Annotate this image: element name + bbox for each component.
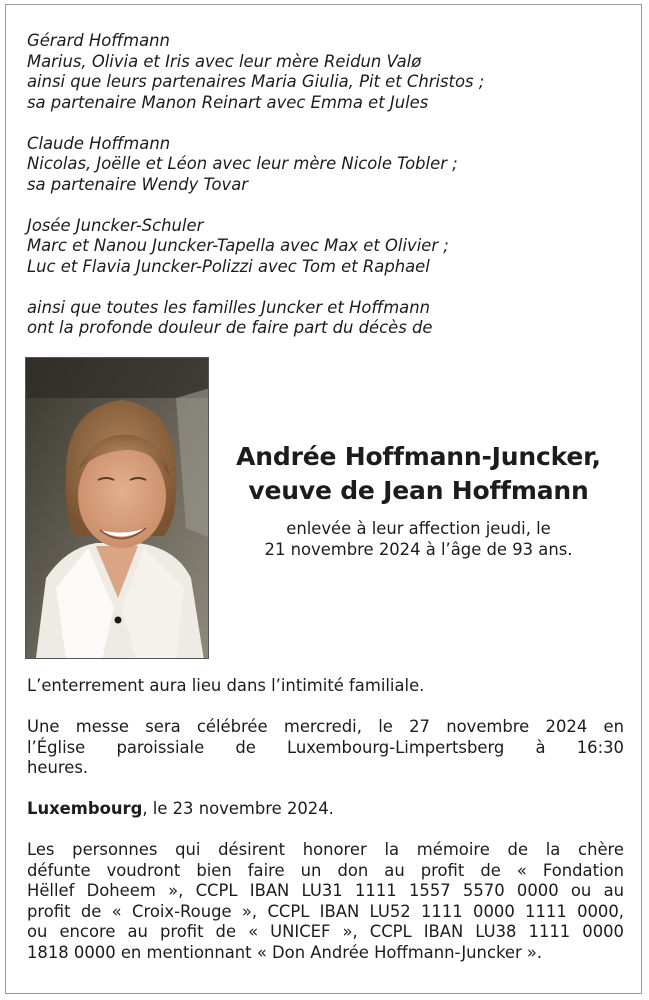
portrait-image bbox=[26, 358, 209, 659]
family-line: Nicolas, Joëlle et Léon avec leur mère Nicole Tobler ; bbox=[27, 154, 458, 173]
donation-line: ou encore au profit de « UNICEF », CCPL IBAN LU38 1111 0000 bbox=[27, 922, 624, 941]
family-group-hoffmann-gerard bbox=[27, 31, 627, 113]
mass-line: l’Église paroissiale de Luxembourg-Limpertsberg à 16:30 bbox=[27, 737, 624, 757]
family-list bbox=[27, 31, 627, 359]
notice-body bbox=[27, 676, 624, 984]
family-line: Claude Hoffmann bbox=[27, 133, 171, 153]
family-group-announcement bbox=[27, 298, 627, 339]
mass-paragraph bbox=[27, 717, 624, 779]
family-group-hoffmann-claude bbox=[27, 134, 627, 196]
family-group-juncker bbox=[27, 216, 627, 278]
donation-line: 1818 0000 en mentionnant « Don Andrée Hoffmann-Juncker ». bbox=[27, 942, 543, 962]
deceased-name: Andrée Hoffmann-Juncker, bbox=[236, 442, 601, 471]
dateline-date: , le 23 novembre 2024. bbox=[142, 799, 334, 818]
family-line: Josée Juncker-Schuler bbox=[27, 215, 204, 235]
donation-paragraph bbox=[27, 840, 624, 963]
family-line: Marc et Nanou Juncker-Tapella avec Max et Olivier ; bbox=[27, 236, 449, 255]
family-line: Luc et Flavia Juncker-Polizzi avec Tom et Raphael bbox=[27, 256, 430, 276]
family-line: Gérard Hoffmann bbox=[27, 31, 170, 50]
death-notice-line: 21 novembre 2024 à l’âge de 93 ans. bbox=[264, 539, 573, 559]
family-line: Marius, Olivia et Iris avec leur mère Reidun Valø bbox=[27, 51, 422, 71]
family-line: ont la profonde douleur de faire part du décès de bbox=[27, 318, 433, 337]
mass-line: heures. bbox=[27, 758, 89, 777]
widow-of: veuve de Jean Hoffmann bbox=[248, 476, 589, 505]
donation-line: Hëllef Doheem », CCPL IBAN LU31 1111 1557 5570 0000 ou au bbox=[27, 881, 624, 900]
deceased-portrait bbox=[25, 357, 209, 659]
death-notice-line: enlevée à leur affection jeudi, le bbox=[286, 519, 551, 538]
donation-line: profit de « Croix-Rouge », CCPL IBAN LU52 1111 0000 1111 0000, bbox=[27, 901, 624, 921]
donation-line: Les personnes qui désirent honorer la mémoire de la chère bbox=[27, 840, 624, 859]
family-line: ainsi que leurs partenaires Maria Giulia, Pit et Christos ; bbox=[27, 72, 485, 91]
donation-line: défunte voudront bien faire un don au profit de « Fondation bbox=[27, 860, 624, 880]
dateline-place: Luxembourg bbox=[27, 799, 143, 818]
family-line: ainsi que toutes les familles Juncker et Hoffmann bbox=[27, 297, 430, 317]
burial-paragraph: L’enterrement aura lieu dans l’intimité familiale. bbox=[27, 676, 425, 695]
dateline bbox=[27, 799, 624, 820]
deceased-name-block bbox=[210, 440, 627, 560]
family-line: sa partenaire Wendy Tovar bbox=[27, 174, 249, 194]
family-line: sa partenaire Manon Reinart avec Emma et Jules bbox=[27, 92, 429, 112]
mass-line: Une messe sera célébrée mercredi, le 27 novembre 2024 en bbox=[27, 717, 624, 736]
